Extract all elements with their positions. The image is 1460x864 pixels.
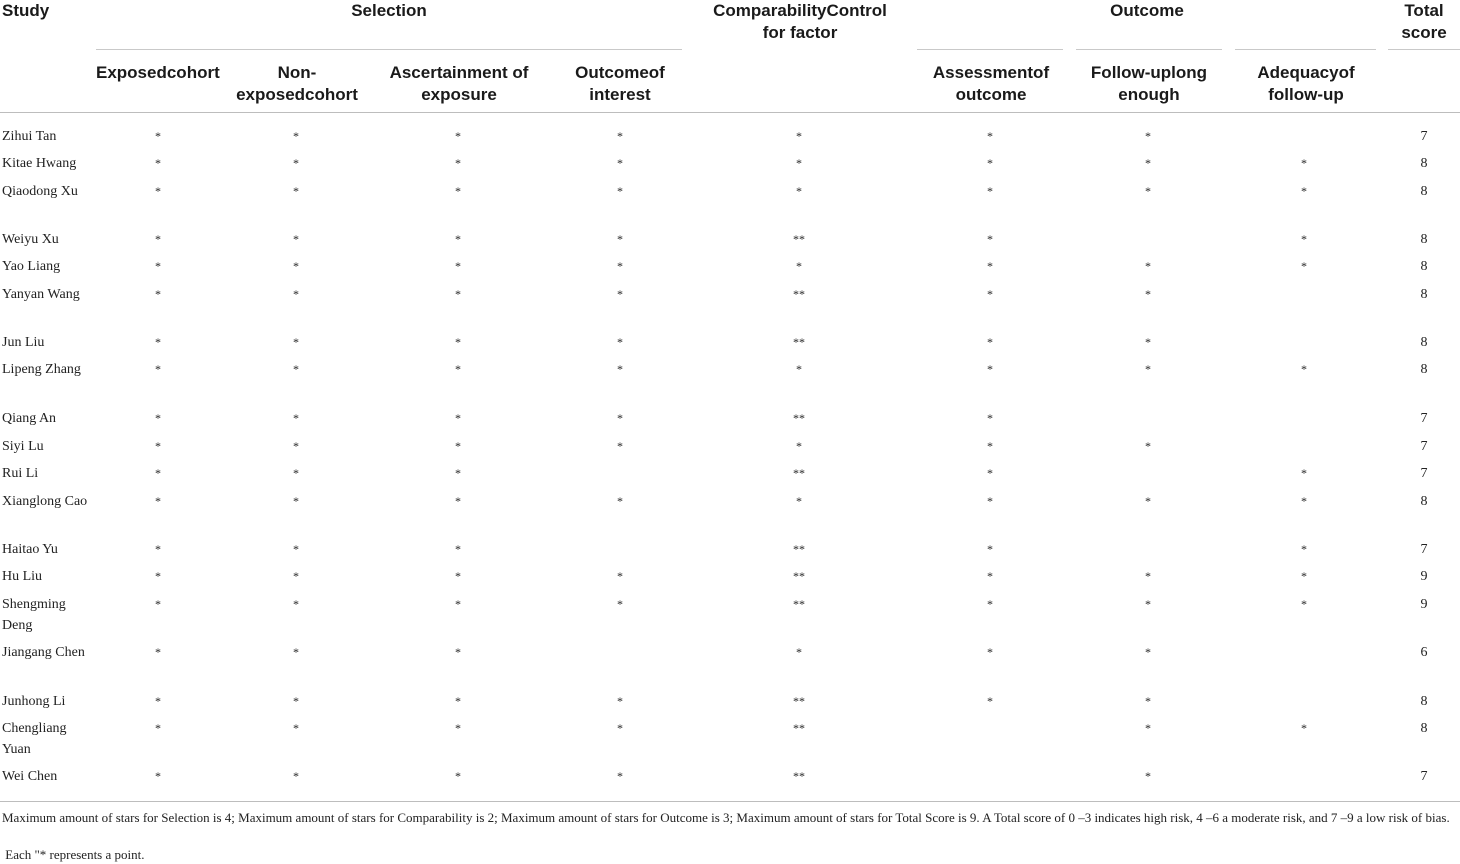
- study-name: Qiang An: [2, 411, 57, 426]
- subheader-adequacy: Adequacyof follow-up: [1257, 63, 1355, 104]
- study-name: Qiaodong Xu: [2, 184, 78, 199]
- star-cell: *: [987, 156, 993, 170]
- star-cell: *: [617, 411, 623, 425]
- star-cell: *: [155, 597, 161, 611]
- star-cell: *: [1145, 156, 1151, 170]
- star-cell: *: [455, 466, 461, 480]
- total-score-cell: 9: [1420, 597, 1428, 612]
- star-cell: *: [293, 129, 299, 143]
- star-cell: *: [1301, 232, 1307, 246]
- star-cell: *: [455, 542, 461, 556]
- total-score-cell: 8: [1420, 156, 1428, 171]
- total-score-cell: 8: [1420, 184, 1428, 199]
- star-cell: *: [796, 362, 802, 376]
- star-cell: *: [455, 439, 461, 453]
- star-cell: *: [1145, 494, 1151, 508]
- star-cell: *: [293, 645, 299, 659]
- star-cell: *: [1145, 769, 1151, 783]
- star-cell: *: [293, 721, 299, 735]
- star-cell: *: [987, 694, 993, 708]
- star-cell: *: [293, 569, 299, 583]
- star-cell: *: [617, 439, 623, 453]
- star-cell: **: [793, 542, 805, 556]
- star-cell: *: [1145, 129, 1151, 143]
- star-cell: *: [1145, 335, 1151, 349]
- total-score-cell: 8: [1420, 335, 1428, 350]
- star-cell: *: [617, 259, 623, 273]
- study-name: Jiangang Chen: [2, 645, 85, 660]
- star-cell: *: [796, 184, 802, 198]
- total-score-cell: 8: [1420, 494, 1428, 509]
- study-name: Shengming Deng: [2, 597, 66, 633]
- star-cell: **: [793, 287, 805, 301]
- star-cell: *: [455, 129, 461, 143]
- star-cell: *: [987, 569, 993, 583]
- study-name: Siyi Lu: [2, 439, 44, 454]
- star-cell: *: [796, 645, 802, 659]
- star-cell: *: [155, 184, 161, 198]
- total-score-cell: 7: [1420, 769, 1428, 784]
- star-cell: *: [1145, 362, 1151, 376]
- star-cell: *: [155, 694, 161, 708]
- star-cell: *: [617, 335, 623, 349]
- study-name: Xianglong Cao: [2, 494, 88, 509]
- subheader-exposed-cohort: Exposedcohort: [96, 63, 220, 82]
- star-cell: *: [155, 232, 161, 246]
- star-cell: *: [293, 287, 299, 301]
- star-cell: *: [155, 156, 161, 170]
- total-score-cell: 8: [1420, 721, 1428, 736]
- star-cell: *: [155, 335, 161, 349]
- star-cell: *: [1145, 569, 1151, 583]
- star-cell: *: [455, 694, 461, 708]
- study-name: Lipeng Zhang: [2, 362, 81, 377]
- star-cell: **: [793, 569, 805, 583]
- star-cell: *: [617, 362, 623, 376]
- star-cell: *: [987, 542, 993, 556]
- star-cell: *: [987, 645, 993, 659]
- star-cell: *: [617, 597, 623, 611]
- star-cell: *: [293, 439, 299, 453]
- star-cell: *: [455, 721, 461, 735]
- star-cell: *: [293, 335, 299, 349]
- star-cell: *: [1301, 569, 1307, 583]
- star-cell: *: [155, 287, 161, 301]
- star-cell: *: [1301, 259, 1307, 273]
- star-cell: *: [1145, 287, 1151, 301]
- star-cell: *: [455, 259, 461, 273]
- star-cell: *: [455, 287, 461, 301]
- subheader-non-exposed-cohort: Non-exposedcohort: [236, 63, 358, 104]
- star-cell: *: [293, 494, 299, 508]
- star-cell: *: [617, 232, 623, 246]
- study-name: Rui Li: [2, 466, 39, 481]
- star-cell: *: [293, 597, 299, 611]
- star-cell: *: [455, 494, 461, 508]
- star-cell: *: [1301, 184, 1307, 198]
- star-cell: *: [455, 597, 461, 611]
- star-cell: *: [1301, 466, 1307, 480]
- star-cell: *: [1145, 597, 1151, 611]
- star-cell: *: [1145, 645, 1151, 659]
- star-cell: *: [293, 542, 299, 556]
- star-cell: *: [796, 156, 802, 170]
- header-total-score: Total score: [1401, 1, 1447, 42]
- star-cell: *: [293, 184, 299, 198]
- star-cell: *: [455, 362, 461, 376]
- subheader-follow-up-long: Follow-uplong enough: [1090, 63, 1208, 104]
- star-cell: *: [987, 184, 993, 198]
- star-cell: *: [617, 184, 623, 198]
- star-cell: *: [455, 411, 461, 425]
- star-cell: *: [987, 259, 993, 273]
- total-score-cell: 8: [1420, 232, 1428, 247]
- total-score-cell: 7: [1420, 439, 1428, 454]
- star-cell: *: [987, 597, 993, 611]
- total-score-cell: 7: [1420, 466, 1428, 481]
- star-cell: *: [155, 362, 161, 376]
- star-cell: *: [617, 494, 623, 508]
- star-cell: *: [293, 466, 299, 480]
- star-cell: *: [1301, 542, 1307, 556]
- star-cell: *: [155, 259, 161, 273]
- study-name: Hu Liu: [2, 569, 43, 584]
- star-cell: *: [1145, 184, 1151, 198]
- star-cell: *: [987, 232, 993, 246]
- study-name: Zihui Tan: [2, 129, 57, 144]
- star-cell: *: [617, 769, 623, 783]
- star-cell: *: [155, 129, 161, 143]
- star-cell: *: [1301, 156, 1307, 170]
- star-cell: *: [455, 232, 461, 246]
- star-cell: *: [987, 335, 993, 349]
- star-cell: *: [617, 721, 623, 735]
- star-cell: **: [793, 721, 805, 735]
- total-score-cell: 8: [1420, 362, 1428, 377]
- study-name: Junhong Li: [2, 694, 66, 709]
- total-score-cell: 7: [1420, 129, 1428, 144]
- star-cell: *: [293, 232, 299, 246]
- star-cell: **: [793, 597, 805, 611]
- star-cell: *: [155, 645, 161, 659]
- star-cell: *: [987, 129, 993, 143]
- star-cell: *: [796, 259, 802, 273]
- star-cell: *: [293, 769, 299, 783]
- star-cell: *: [293, 362, 299, 376]
- total-score-cell: 8: [1420, 287, 1428, 302]
- subheader-assessment: Assessmentof outcome: [932, 63, 1050, 104]
- star-cell: *: [1145, 694, 1151, 708]
- star-cell: *: [617, 156, 623, 170]
- star-cell: *: [455, 184, 461, 198]
- study-name: Kitae Hwang: [2, 156, 77, 171]
- star-cell: **: [793, 694, 805, 708]
- total-score-cell: 8: [1420, 259, 1428, 274]
- study-name: Yao Liang: [2, 259, 61, 274]
- star-cell: *: [155, 466, 161, 480]
- star-cell: *: [155, 494, 161, 508]
- total-score-cell: 8: [1420, 694, 1428, 709]
- star-cell: *: [617, 287, 623, 301]
- star-cell: **: [793, 466, 805, 480]
- star-cell: *: [455, 769, 461, 783]
- subheader-ascertainment: Ascertainment of exposure: [389, 63, 529, 104]
- star-cell: *: [1145, 259, 1151, 273]
- star-cell: **: [793, 769, 805, 783]
- footer-rule: [0, 801, 1460, 802]
- study-name: Haitao Yu: [2, 542, 58, 557]
- star-cell: **: [793, 232, 805, 246]
- footnote-star-limits: Maximum amount of stars for Selection is 4; Maximum amount of stars for Comparability is 2; Maximum amount of stars for Outcome is 3; Maximum amount of stars for Total Score is 9. A Total score of 0 –3 indicates high risk, 4 –6 a moderate risk, and 7 –9 a low risk of bias.: [2, 810, 1450, 825]
- footnote-point-legend: Each "* represents a point.: [2, 847, 145, 862]
- star-cell: *: [987, 439, 993, 453]
- star-cell: *: [293, 259, 299, 273]
- total-score-cell: 7: [1420, 411, 1428, 426]
- study-name: Wei Chen: [2, 769, 58, 784]
- star-cell: *: [455, 645, 461, 659]
- star-cell: *: [455, 569, 461, 583]
- star-cell: *: [796, 494, 802, 508]
- header-comparability: ComparabilityControl for factor: [713, 1, 887, 42]
- star-cell: *: [617, 129, 623, 143]
- star-cell: *: [155, 542, 161, 556]
- star-cell: *: [155, 569, 161, 583]
- total-score-cell: 9: [1420, 569, 1428, 584]
- total-score-cell: 7: [1420, 542, 1428, 557]
- subheader-outcome-of-interest: Outcomeof interest: [575, 63, 665, 104]
- star-cell: *: [1301, 721, 1307, 735]
- star-cell: **: [793, 411, 805, 425]
- star-cell: *: [455, 156, 461, 170]
- star-cell: *: [155, 721, 161, 735]
- study-name: Chengliang Yuan: [2, 721, 67, 757]
- header-study: Study: [2, 1, 50, 20]
- star-cell: *: [293, 156, 299, 170]
- star-cell: *: [617, 694, 623, 708]
- total-score-cell: 6: [1420, 645, 1428, 660]
- star-cell: *: [796, 129, 802, 143]
- study-name: Weiyu Xu: [2, 232, 59, 247]
- star-cell: *: [455, 335, 461, 349]
- star-cell: *: [1301, 494, 1307, 508]
- star-cell: *: [1301, 362, 1307, 376]
- star-cell: *: [155, 411, 161, 425]
- star-cell: *: [155, 769, 161, 783]
- star-cell: *: [987, 287, 993, 301]
- header-outcome: Outcome: [1110, 1, 1184, 20]
- star-cell: *: [155, 439, 161, 453]
- header-selection: Selection: [351, 1, 427, 20]
- star-cell: *: [1301, 597, 1307, 611]
- star-cell: *: [1145, 721, 1151, 735]
- star-cell: *: [987, 362, 993, 376]
- star-cell: *: [617, 569, 623, 583]
- star-cell: *: [987, 466, 993, 480]
- star-cell: *: [293, 411, 299, 425]
- star-cell: *: [796, 439, 802, 453]
- star-cell: *: [987, 411, 993, 425]
- study-name: Jun Liu: [2, 335, 45, 350]
- study-name: Yanyan Wang: [2, 287, 80, 302]
- star-cell: *: [1145, 439, 1151, 453]
- star-cell: **: [793, 335, 805, 349]
- star-cell: *: [987, 494, 993, 508]
- star-cell: *: [293, 694, 299, 708]
